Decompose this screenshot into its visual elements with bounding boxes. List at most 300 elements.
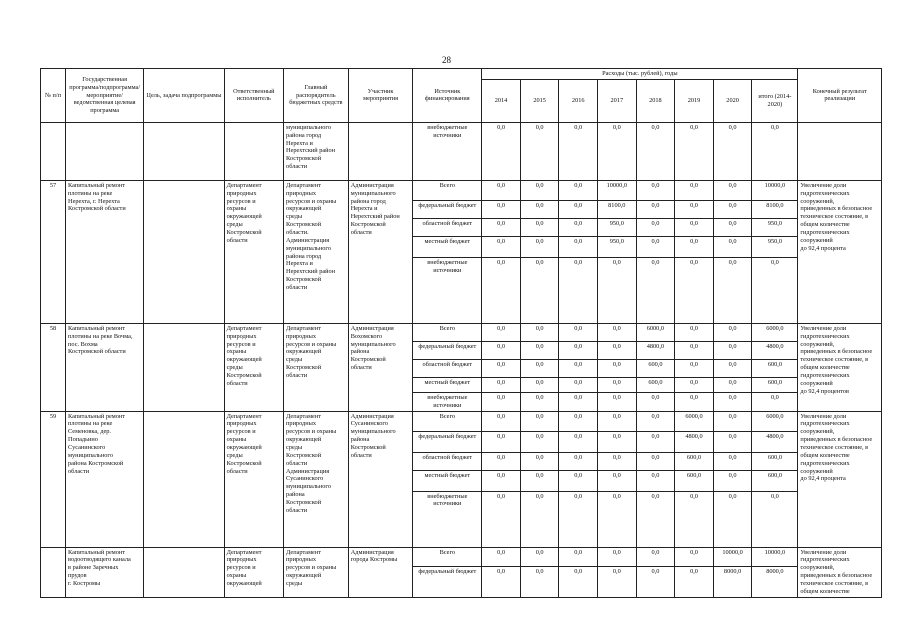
manager-cell-line: Департамент <box>286 324 321 332</box>
value-cell: 0,0 <box>482 257 521 323</box>
program-cell-line: в районе Заречных <box>68 564 119 572</box>
row-number: 59 <box>41 411 66 547</box>
participant-cell-line: Сусанинского <box>350 420 388 428</box>
source-cell: федеральный бюджет <box>413 200 482 218</box>
total-cell: 0,0 <box>752 491 798 547</box>
responsible-cell-line: области <box>226 379 248 387</box>
value-cell: 0,0 <box>520 180 559 200</box>
program-cell-line: Капитальный ремонт <box>68 324 126 332</box>
value-cell: 0,0 <box>636 431 675 452</box>
responsible-cell <box>224 323 283 411</box>
total-cell: 0,0 <box>752 257 798 323</box>
empty-cell <box>144 122 224 180</box>
manager-cell-line: Костромской <box>286 276 322 284</box>
value-cell: 0,0 <box>482 200 521 218</box>
total-cell: 10000,0 <box>752 180 798 200</box>
responsible-cell-line: окружающей <box>226 444 262 452</box>
participant-cell-line: муниципального <box>350 428 396 436</box>
manager-cell <box>284 323 349 411</box>
total-cell: 6000,0 <box>752 323 798 341</box>
result-cell-line: гидротехнических сооружений <box>800 459 850 475</box>
manager-cell-line: ресурсов и охраны <box>286 197 337 205</box>
value-cell: 0,0 <box>559 323 598 341</box>
responsible-cell-line: ресурсов и <box>226 197 256 205</box>
value-cell: 0,0 <box>636 218 675 236</box>
value-cell: 0,0 <box>675 257 714 323</box>
result-cell-line: гидротехнических сооружений <box>800 229 850 244</box>
header-result: Конечный результат реализации <box>798 69 882 123</box>
goal-cell <box>144 547 224 597</box>
value-cell: 0,0 <box>520 411 559 431</box>
result-cell-line: техническое состояние, в <box>800 580 869 588</box>
value-cell: 0,0 <box>559 547 598 567</box>
value-cell: 10000,0 <box>713 547 752 567</box>
value-cell: 0,0 <box>598 359 637 377</box>
source-cell: областной бюджет <box>413 218 482 236</box>
header-year: 2018 <box>636 79 675 122</box>
header-year: 2020 <box>713 79 752 122</box>
participant-cell-line: Администрация <box>350 181 394 189</box>
value-cell: 0,0 <box>675 200 714 218</box>
result-cell-line: техническое состояние, в <box>800 444 869 452</box>
source-cell: Всего <box>413 547 482 567</box>
responsible-cell-line: области <box>226 236 248 244</box>
total-cell: 8100,0 <box>752 200 798 218</box>
manager-cell-line: природных <box>286 420 317 428</box>
source-cell: Всего <box>413 323 482 341</box>
header-manager: Главный распорядитель бюджетных средств <box>284 69 349 123</box>
table-row <box>41 411 882 431</box>
manager-cell-line: ресурсов и охраны <box>286 564 337 572</box>
value-cell: 950,0 <box>598 218 637 236</box>
value-cell: 8100,0 <box>598 200 637 218</box>
manager-cell-line: окружающей <box>286 348 322 356</box>
participant-cell-line: района <box>350 348 370 356</box>
table-row <box>41 180 882 200</box>
result-cell-line: общем количестве <box>800 221 850 229</box>
manager-cell <box>284 122 349 180</box>
value-cell: 0,0 <box>675 392 714 411</box>
responsible-cell-line: Костромской <box>226 229 262 237</box>
value-cell: 0,0 <box>598 392 637 411</box>
source-cell: Всего <box>413 180 482 200</box>
value-cell: 0,0 <box>559 431 598 452</box>
value-cell: 0,0 <box>482 431 521 452</box>
value-cell: 0,0 <box>636 452 675 470</box>
header-year: 2017 <box>598 79 637 122</box>
value-cell: 0,0 <box>482 236 521 257</box>
value-cell: 0,0 <box>598 470 637 491</box>
value-cell: 0,0 <box>713 218 752 236</box>
result-cell-line: общем количестве <box>800 587 850 595</box>
program-cell-line: района Костромской <box>68 459 124 467</box>
source-cell: внебюджетные источники <box>413 491 482 547</box>
result-cell-line: гидротехнических сооружений, <box>800 556 850 572</box>
source-cell: местный бюджет <box>413 377 482 392</box>
value-cell: 0,0 <box>675 377 714 392</box>
value-cell: 0,0 <box>713 257 752 323</box>
program-cell-line: Капитальный ремонт <box>68 548 126 556</box>
header-program: Государственная программа/подпрограмма/мероприятие/ведомственная целевая программа <box>66 69 144 123</box>
value-cell: 0,0 <box>520 257 559 323</box>
value-cell: 0,0 <box>713 377 752 392</box>
table-row <box>41 547 882 567</box>
responsible-cell-line: окружающей <box>226 580 262 588</box>
total-cell: 950,0 <box>752 218 798 236</box>
value-cell: 0,0 <box>559 359 598 377</box>
manager-cell-line: Костромской <box>286 155 322 163</box>
value-cell: 0,0 <box>598 431 637 452</box>
result-cell-line: приведенных в безопасное <box>800 205 873 213</box>
value-cell: 0,0 <box>713 323 752 341</box>
value-cell: 0,0 <box>636 470 675 491</box>
participant-cell-line: муниципального <box>350 340 396 348</box>
responsible-cell-line: ресурсов и <box>226 428 256 436</box>
value-cell: 0,0 <box>520 236 559 257</box>
source-cell: федеральный бюджет <box>413 341 482 359</box>
value-cell: 0,0 <box>559 411 598 431</box>
manager-cell-line: муниципального <box>286 483 331 491</box>
program-cell <box>66 180 144 323</box>
value-cell: 0,0 <box>559 236 598 257</box>
result-cell-line: техническое состояние, в <box>800 213 869 221</box>
manager-cell-line: Нерехта и <box>286 139 313 147</box>
source-cell: местный бюджет <box>413 236 482 257</box>
participant-cell-line: Вохомского <box>350 332 383 340</box>
manager-cell-line: среды <box>286 356 303 364</box>
row-number: 57 <box>41 180 66 323</box>
value-cell: 0,0 <box>598 122 637 180</box>
value-cell: 0,0 <box>598 491 637 547</box>
manager-cell-line: области <box>286 284 308 292</box>
header-expenses: Расходы (тыс. рублей), годы <box>482 69 798 80</box>
manager-cell <box>284 180 349 323</box>
value-cell: 0,0 <box>482 547 521 567</box>
responsible-cell-line: Департамент <box>226 324 262 332</box>
value-cell: 6000,0 <box>636 323 675 341</box>
value-cell: 0,0 <box>636 392 675 411</box>
value-cell: 0,0 <box>675 180 714 200</box>
total-cell: 6000,0 <box>752 411 798 431</box>
value-cell: 0,0 <box>636 411 675 431</box>
manager-cell-line: ресурсов и охраны <box>286 428 337 436</box>
value-cell: 0,0 <box>520 567 559 598</box>
participant-cell-line: Костромской <box>350 221 386 229</box>
result-cell-line: приведенных в безопасное <box>800 436 873 444</box>
manager-cell-line: муниципального <box>286 244 331 252</box>
manager-cell-line: района город <box>286 131 322 139</box>
value-cell: 0,0 <box>520 377 559 392</box>
value-cell: 0,0 <box>482 218 521 236</box>
value-cell: 0,0 <box>559 377 598 392</box>
empty-cell <box>348 122 413 180</box>
manager-cell-line: Костромской <box>286 221 322 229</box>
value-cell: 0,0 <box>482 491 521 547</box>
value-cell: 0,0 <box>713 452 752 470</box>
value-cell: 0,0 <box>598 341 637 359</box>
value-cell: 0,0 <box>598 377 637 392</box>
value-cell: 0,0 <box>598 411 637 431</box>
program-cell-line: муниципального <box>68 451 113 459</box>
total-cell: 4800,0 <box>752 341 798 359</box>
value-cell: 0,0 <box>675 122 714 180</box>
source-cell: областной бюджет <box>413 452 482 470</box>
program-cell-line: Костромской области <box>68 348 126 356</box>
header-responsible: Ответственный исполнитель <box>224 69 283 123</box>
value-cell: 0,0 <box>636 200 675 218</box>
manager-cell-line: области. <box>286 229 309 237</box>
participant-cell <box>348 411 413 547</box>
participant-cell-line: Администрация <box>350 324 394 332</box>
manager-cell-line: ресурсов и охраны <box>286 340 337 348</box>
total-cell: 4800,0 <box>752 431 798 452</box>
manager-cell-line: Департамент <box>286 181 321 189</box>
header-total: итого (2014-2020) <box>752 79 798 122</box>
program-cell-line: г. Костромы <box>68 580 101 588</box>
result-cell-line: гидротехнических сооружений, <box>800 189 850 205</box>
manager-cell-line: среды <box>286 580 303 588</box>
value-cell: 600,0 <box>636 359 675 377</box>
row-number: 58 <box>41 323 66 411</box>
empty-cell <box>224 122 283 180</box>
result-cell-line: Увеличение доли <box>800 324 847 332</box>
manager-cell-line: Сусанинского <box>286 475 324 483</box>
value-cell: 0,0 <box>636 257 675 323</box>
participant-cell-line: Костромской <box>350 356 386 364</box>
value-cell: 0,0 <box>598 257 637 323</box>
value-cell: 600,0 <box>675 452 714 470</box>
value-cell: 0,0 <box>520 122 559 180</box>
manager-cell-line: окружающей <box>286 205 322 213</box>
responsible-cell-line: среды <box>226 221 243 229</box>
result-cell-line: общем количестве <box>800 364 850 372</box>
manager-cell-line: района город <box>286 252 322 260</box>
result-cell-line: гидротехнических сооружений, <box>800 332 850 348</box>
value-cell: 0,0 <box>482 567 521 598</box>
value-cell: 0,0 <box>636 180 675 200</box>
value-cell: 0,0 <box>636 236 675 257</box>
value-cell: 0,0 <box>598 547 637 567</box>
participant-cell <box>348 180 413 323</box>
participant-cell-line: района <box>350 436 370 444</box>
manager-cell-line: Нерехтский район <box>286 147 336 155</box>
value-cell: 0,0 <box>713 200 752 218</box>
manager-cell-line: Костромской <box>286 451 322 459</box>
goal-cell <box>144 180 224 323</box>
participant-cell-line: Нерехтский район <box>350 213 400 221</box>
value-cell: 0,0 <box>559 218 598 236</box>
value-cell: 0,0 <box>598 323 637 341</box>
value-cell: 0,0 <box>713 236 752 257</box>
value-cell: 0,0 <box>636 491 675 547</box>
program-cell-line: Сусанинского <box>68 444 106 452</box>
responsible-cell-line: окружающей <box>226 213 262 221</box>
result-cell-line: техническое состояние, в <box>800 356 869 364</box>
value-cell: 0,0 <box>520 323 559 341</box>
total-cell: 10000,0 <box>752 547 798 567</box>
value-cell: 4800,0 <box>675 431 714 452</box>
responsible-cell-line: охраны <box>226 205 247 213</box>
total-cell: 0,0 <box>752 392 798 411</box>
program-cell-line: прудов <box>68 572 87 580</box>
goal-cell <box>144 323 224 411</box>
total-cell: 600,0 <box>752 359 798 377</box>
program-cell-line: Капитальный ремонт <box>68 181 126 189</box>
program-cell-line: Нерехта, г. Нерехта <box>68 197 120 205</box>
participant-cell-line: города Костромы <box>350 556 398 564</box>
program-cell-line: плотины на реке <box>68 189 113 197</box>
program-cell <box>66 411 144 547</box>
result-cell <box>798 547 882 597</box>
table-row <box>41 122 882 180</box>
value-cell: 0,0 <box>636 567 675 598</box>
source-cell: Всего <box>413 411 482 431</box>
value-cell: 0,0 <box>713 431 752 452</box>
participant-cell <box>348 323 413 411</box>
value-cell: 0,0 <box>482 452 521 470</box>
value-cell: 0,0 <box>559 452 598 470</box>
manager-cell-line: Департамент <box>286 412 321 420</box>
program-cell-line: Капитальный ремонт <box>68 412 126 420</box>
header-goal: Цель, задача подпрограммы <box>144 69 224 123</box>
page-number: 28 <box>442 55 451 65</box>
value-cell: 0,0 <box>713 122 752 180</box>
value-cell: 4800,0 <box>636 341 675 359</box>
result-cell-line: до 92,4 процента <box>800 244 846 252</box>
responsible-cell-line: ресурсов и <box>226 564 256 572</box>
manager-cell-line: Костромской <box>286 364 322 372</box>
value-cell: 0,0 <box>675 567 714 598</box>
value-cell: 0,0 <box>520 547 559 567</box>
value-cell: 0,0 <box>559 200 598 218</box>
responsible-cell <box>224 180 283 323</box>
value-cell: 0,0 <box>636 122 675 180</box>
manager-cell-line: окружающей <box>286 572 322 580</box>
value-cell: 0,0 <box>559 122 598 180</box>
value-cell: 0,0 <box>559 470 598 491</box>
value-cell: 0,0 <box>482 359 521 377</box>
responsible-cell-line: среды <box>226 451 243 459</box>
value-cell: 950,0 <box>598 236 637 257</box>
responsible-cell-line: среды <box>226 364 243 372</box>
result-cell-line: общем количестве <box>800 451 850 459</box>
responsible-cell-line: Департамент <box>226 412 262 420</box>
value-cell: 0,0 <box>675 323 714 341</box>
source-cell: внебюджетные источники <box>413 257 482 323</box>
result-cell-line: приведенных в безопасное <box>800 348 873 356</box>
value-cell: 10000,0 <box>598 180 637 200</box>
manager-cell-line: среды <box>286 444 303 452</box>
participant-cell-line: муниципального <box>350 189 396 197</box>
participant-cell <box>348 547 413 597</box>
total-cell: 600,0 <box>752 377 798 392</box>
responsible-cell-line: природных <box>226 332 257 340</box>
value-cell: 0,0 <box>482 470 521 491</box>
value-cell: 0,0 <box>675 547 714 567</box>
value-cell: 0,0 <box>482 180 521 200</box>
source-cell: внебюджетные источники <box>413 392 482 411</box>
value-cell: 0,0 <box>520 341 559 359</box>
empty-cell <box>41 122 66 180</box>
value-cell: 0,0 <box>559 257 598 323</box>
program-cell-line: плотины на реке Вочма, <box>68 332 133 340</box>
participant-cell-line: Костромской <box>350 444 386 452</box>
responsible-cell-line: природных <box>226 420 257 428</box>
value-cell: 0,0 <box>675 341 714 359</box>
value-cell: 600,0 <box>636 377 675 392</box>
source-cell: федеральный бюджет <box>413 431 482 452</box>
manager-cell-line: Костромской <box>286 499 322 507</box>
manager-cell-line: района <box>286 491 305 499</box>
manager-cell-line: Администрация <box>286 467 330 475</box>
value-cell: 0,0 <box>598 567 637 598</box>
value-cell: 0,0 <box>675 359 714 377</box>
participant-cell-line: Администрация <box>350 412 394 420</box>
result-cell <box>798 323 882 411</box>
program-cell-line: водоотводящего канала <box>68 556 131 564</box>
value-cell: 0,0 <box>559 392 598 411</box>
manager-cell-line: природных <box>286 556 317 564</box>
manager-cell <box>284 547 349 597</box>
result-cell-line: до 92,4 процентов <box>800 387 849 395</box>
value-cell: 0,0 <box>482 392 521 411</box>
program-cell <box>66 323 144 411</box>
manager-cell-line: муниципального <box>286 123 331 131</box>
value-cell: 0,0 <box>559 491 598 547</box>
empty-cell <box>798 122 882 180</box>
total-cell: 600,0 <box>752 452 798 470</box>
value-cell: 0,0 <box>598 452 637 470</box>
header-year: 2014 <box>482 79 521 122</box>
source-cell: местный бюджет <box>413 470 482 491</box>
value-cell: 600,0 <box>675 470 714 491</box>
program-cell-line: области <box>68 467 90 475</box>
table-body <box>41 122 882 597</box>
responsible-cell <box>224 411 283 547</box>
value-cell: 0,0 <box>482 341 521 359</box>
program-cell-line: плотины на реке <box>68 420 113 428</box>
value-cell: 0,0 <box>520 392 559 411</box>
responsible-cell-line: природных <box>226 556 257 564</box>
result-cell-line: гидротехнических сооружений <box>800 372 850 387</box>
program-cell-line: Попадьино <box>68 436 98 444</box>
value-cell: 0,0 <box>636 547 675 567</box>
manager-cell-line: области <box>286 372 308 380</box>
participant-cell-line: Администрация <box>350 548 394 556</box>
result-cell-line: Увеличение доли <box>800 181 847 189</box>
responsible-cell-line: Костромской <box>226 372 262 380</box>
participant-cell-line: области <box>350 451 372 459</box>
result-cell-line: Увеличение доли <box>800 548 847 556</box>
responsible-cell-line: ресурсов и <box>226 340 256 348</box>
program-cell-line: Семеновка, дер. <box>68 428 112 436</box>
value-cell: 0,0 <box>520 431 559 452</box>
responsible-cell-line: Костромской <box>226 459 262 467</box>
result-cell-line: приведенных в безопасное <box>800 572 873 580</box>
responsible-cell-line: Департамент <box>226 181 262 189</box>
total-cell: 600,0 <box>752 470 798 491</box>
value-cell: 0,0 <box>713 470 752 491</box>
total-cell: 0,0 <box>752 122 798 180</box>
participant-cell-line: области <box>350 364 372 372</box>
result-cell <box>798 411 882 547</box>
participant-cell-line: района город <box>350 197 386 205</box>
manager-cell-line: Департамент <box>286 548 321 556</box>
program-cell-line: пос. Вохма <box>68 340 98 348</box>
responsible-cell-line: охраны <box>226 348 247 356</box>
value-cell: 0,0 <box>559 341 598 359</box>
value-cell: 0,0 <box>482 323 521 341</box>
